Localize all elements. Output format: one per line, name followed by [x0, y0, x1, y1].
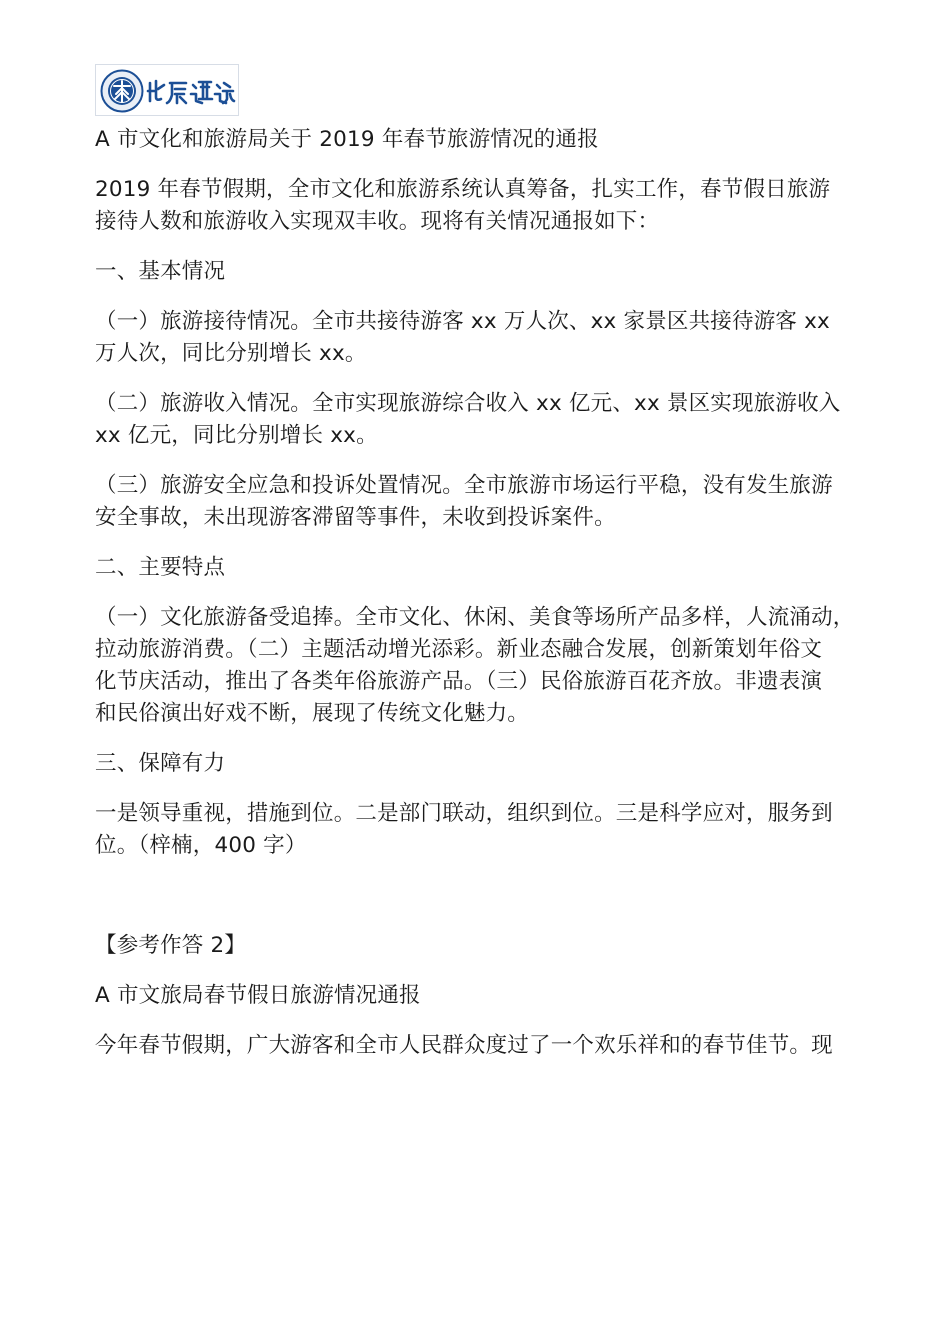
- paragraph: [95, 1030, 855, 1062]
- text-line: 【参考作答 2】: [95, 933, 247, 958]
- text-line: 接待人数和旅游收入实现双丰收。现将有关情况通报如下：: [95, 209, 660, 234]
- blank-spacer: [95, 862, 855, 912]
- seal-icon: [100, 69, 144, 113]
- text-line: 一、基本情况: [95, 259, 226, 284]
- text-line: xx 亿元，同比分别增长 xx。: [95, 423, 378, 448]
- paragraph: [95, 306, 855, 370]
- text-line: 二、主要特点: [95, 555, 226, 580]
- text-line: （三）旅游安全应急和投诉处置情况。全市旅游市场运行平稳，没有发生旅游: [95, 473, 833, 498]
- text-line: （二）旅游收入情况。全市实现旅游综合收入 xx 亿元、xx 景区实现旅游收入: [95, 391, 841, 416]
- document-page: [95, 64, 855, 1062]
- document-title: [95, 124, 855, 156]
- text-line: 三、保障有力: [95, 751, 226, 776]
- text-line: （一）旅游接待情况。全市共接待游客 xx 万人次、xx 家景区共接待游客 xx: [95, 309, 830, 334]
- text-line: 2019 年春节假期，全市文化和旅游系统认真筹备，扎实工作，春节假日旅游: [95, 177, 831, 202]
- text-line: A 市文旅局春节假日旅游情况通报: [95, 983, 421, 1008]
- text-line: 今年春节假期，广大游客和全市人民群众度过了一个欢乐祥和的春节佳节。现: [95, 1033, 833, 1058]
- text-line: 位。（梓楠，400 字）: [95, 833, 307, 858]
- logo-wordmark: [146, 75, 236, 107]
- paragraph: [95, 980, 855, 1012]
- text-line: 一是领导重视，措施到位。二是部门联动，组织到位。三是科学应对，服务到: [95, 801, 833, 826]
- document-body: [95, 124, 855, 1062]
- text-line: （一）文化旅游备受追捧。全市文化、休闲、美食等场所产品多样，人流涌动，: [95, 605, 855, 630]
- text-line: 拉动旅游消费。（二）主题活动增光添彩。新业态融合发展，创新策划年俗文: [95, 637, 823, 662]
- paragraph: [95, 602, 855, 730]
- paragraph: [95, 174, 855, 238]
- paragraph: [95, 798, 855, 862]
- paragraph: [95, 470, 855, 534]
- text-line: 化节庆活动，推出了各类年俗旅游产品。（三）民俗旅游百花齐放。非遗表演: [95, 669, 823, 694]
- text-line: 万人次，同比分别增长 xx。: [95, 341, 367, 366]
- paragraph: [95, 930, 855, 962]
- text-line: 安全事故，未出现游客滞留等事件，未收到投诉案件。: [95, 505, 616, 530]
- brand-logo: [95, 64, 239, 116]
- paragraph: [95, 552, 855, 584]
- text-line: A 市文化和旅游局关于 2019 年春节旅游情况的通报: [95, 127, 599, 152]
- paragraph: [95, 748, 855, 780]
- paragraph: [95, 388, 855, 452]
- text-line: 和民俗演出好戏不断，展现了传统文化魅力。: [95, 701, 530, 726]
- paragraph: [95, 256, 855, 288]
